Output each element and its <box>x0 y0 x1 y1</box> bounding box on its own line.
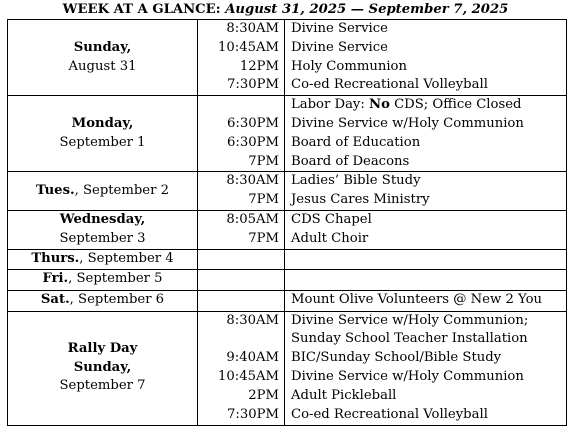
event-time: 9:40AM <box>226 350 279 366</box>
event-title <box>291 96 566 115</box>
page-title <box>0 1 571 19</box>
day-name: Sunday, <box>73 359 132 375</box>
table-row <box>8 269 567 290</box>
event-title: Board of Deacons <box>291 153 410 169</box>
time-cell <box>198 269 285 290</box>
event-title: Jesus Cares Ministry <box>291 192 430 208</box>
event-title: Adult Pickleball <box>291 387 397 403</box>
table-row <box>8 210 567 249</box>
title-prefix: WEEK AT A GLANCE: <box>62 2 221 17</box>
event-title: Divine Service w/Holy Communion <box>291 115 524 131</box>
event-cell <box>285 249 567 269</box>
day-date: , September 2 <box>74 182 169 198</box>
day-date: , September 6 <box>69 292 165 308</box>
title-dates: August 31, 2025 — September 7, 2025 <box>225 2 509 17</box>
day-cell-thursday <box>8 249 198 269</box>
table-row <box>8 311 567 425</box>
schedule-table <box>7 19 567 426</box>
event-title: Adult Choir <box>291 230 369 246</box>
event-time <box>198 96 279 115</box>
day-name: Monday, <box>71 115 134 131</box>
event-time: 10:45AM <box>217 368 279 384</box>
day-name: Thurs. <box>31 250 80 266</box>
time-cell <box>198 290 285 311</box>
day-cell-monday <box>8 96 198 172</box>
day-name: Fri. <box>42 271 69 287</box>
event-time: 6:30PM <box>227 115 279 131</box>
event-title: Divine Service w/Holy Communion <box>291 368 524 384</box>
event-time: 7PM <box>248 153 279 169</box>
day-date: , September 5 <box>68 271 163 287</box>
event-cell <box>285 311 567 425</box>
table-row <box>8 172 567 211</box>
event-title: CDS Chapel <box>291 211 372 227</box>
time-cell <box>198 311 285 425</box>
event-title: Mount Olive Volunteers @ New 2 You <box>291 292 543 308</box>
event-title: Co-ed Recreational Volleyball <box>291 406 488 422</box>
day-name: Tues. <box>35 182 75 198</box>
event-time: 7:30PM <box>227 406 279 422</box>
event-time: 10:45AM <box>217 39 279 55</box>
event-title: Co-ed Recreational Volleyball <box>291 77 488 93</box>
table-row <box>8 20 567 96</box>
event-cell <box>285 96 567 172</box>
event-title: Sunday School Teacher Installation <box>291 331 528 347</box>
day-name: Sat. <box>40 292 70 308</box>
day-cell-friday <box>8 269 198 290</box>
event-title-emphasis: No <box>369 97 390 113</box>
event-time: 8:30AM <box>226 21 279 36</box>
time-cell <box>198 210 285 249</box>
day-cell-sunday-aug31 <box>8 20 198 96</box>
day-cell-tuesday <box>8 172 198 211</box>
event-cell <box>285 210 567 249</box>
table-row <box>8 249 567 269</box>
day-date: September 7 <box>59 378 146 394</box>
event-time <box>198 330 279 349</box>
day-cell-rally-day <box>8 311 198 425</box>
event-cell <box>285 20 567 96</box>
time-cell <box>198 20 285 96</box>
event-time: 12PM <box>239 58 279 74</box>
day-date: September 1 <box>59 134 146 150</box>
day-cell-saturday <box>8 290 198 311</box>
event-title: BIC/Sunday School/Bible Study <box>291 350 502 366</box>
event-title: Divine Service <box>291 21 388 36</box>
event-title-pre: Labor Day: <box>291 97 370 113</box>
day-name: Sunday, <box>73 39 132 55</box>
event-title: Divine Service <box>291 39 388 55</box>
event-title: Ladies’ Bible Study <box>291 173 421 189</box>
event-cell <box>285 172 567 211</box>
day-date: August 31 <box>68 58 137 74</box>
day-name: Wednesday, <box>59 211 146 227</box>
event-time: 8:30AM <box>226 173 279 189</box>
event-title: Board of Education <box>291 134 421 150</box>
day-date: September 3 <box>59 230 146 246</box>
event-title: Divine Service w/Holy Communion; <box>291 312 529 328</box>
event-title-post: CDS; Office Closed <box>389 97 522 113</box>
event-time: 7PM <box>248 230 279 246</box>
time-cell <box>198 96 285 172</box>
day-date: , September 4 <box>79 250 174 266</box>
table-row <box>8 96 567 172</box>
event-time: 7PM <box>248 192 279 208</box>
event-time: 2PM <box>248 387 279 403</box>
event-time: 8:05AM <box>226 211 279 227</box>
event-time: 6:30PM <box>227 134 279 150</box>
day-cell-wednesday <box>8 210 198 249</box>
table-row <box>8 290 567 311</box>
event-cell <box>285 269 567 290</box>
event-time: 8:30AM <box>226 312 279 328</box>
event-time: 7:30PM <box>227 77 279 93</box>
day-name: Rally Day <box>67 340 138 356</box>
time-cell <box>198 249 285 269</box>
event-title: Holy Communion <box>291 58 407 74</box>
event-cell <box>285 290 567 311</box>
time-cell <box>198 172 285 211</box>
